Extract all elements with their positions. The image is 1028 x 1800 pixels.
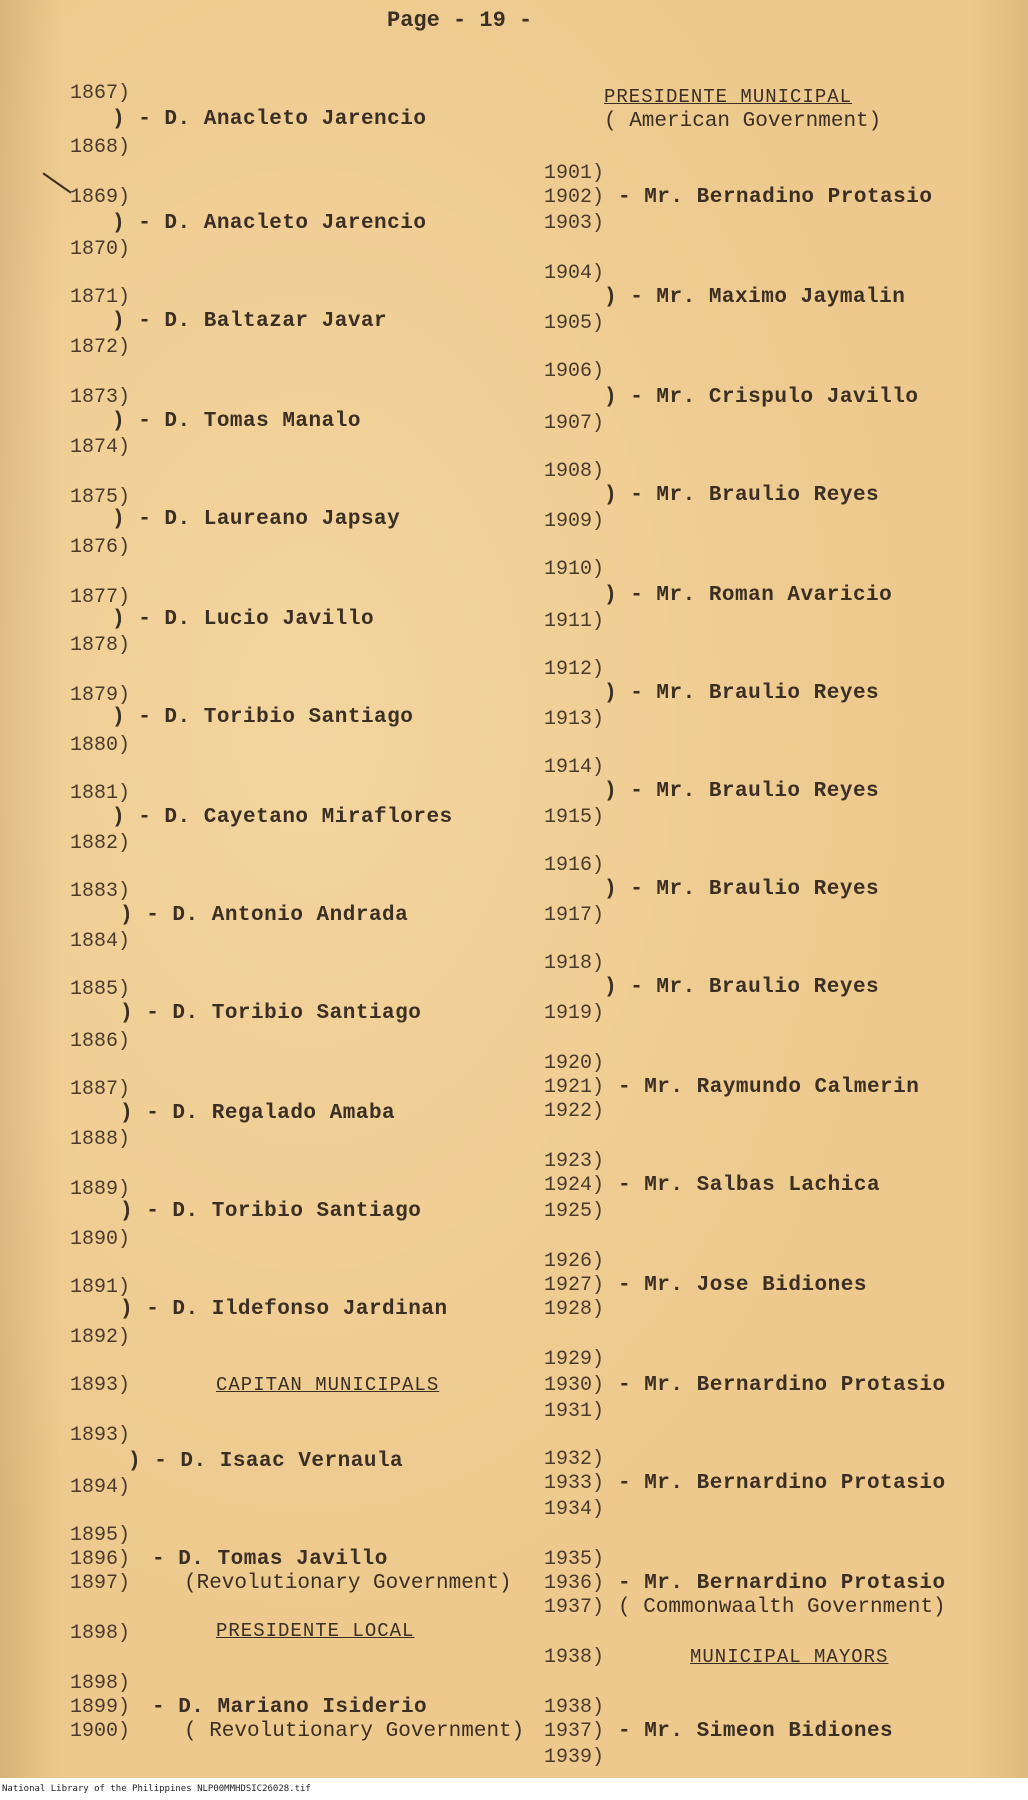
official-entry: - D. Tomas Javillo [152, 1548, 388, 1571]
year-line: 1933) [544, 1472, 605, 1495]
official-entry: - Mr. Salbas Lachica [618, 1174, 881, 1197]
year-start: 1877) [70, 586, 131, 609]
official-entry: - Mr. Raymundo Calmerin [618, 1076, 920, 1099]
year-start: 1906) [544, 360, 605, 383]
official-entry: - Mr. Bernardino Protasio [618, 1572, 946, 1595]
year-line: 1896) [70, 1548, 131, 1571]
year-line: 1935) [544, 1548, 605, 1571]
year-line: 1895) [70, 1524, 131, 1547]
year-line: 1903) [544, 212, 605, 235]
year-line: 1939) [544, 1746, 605, 1769]
year-line: 1937) [544, 1596, 605, 1619]
year-end: 1874) [70, 436, 131, 459]
year-start: 1910) [544, 558, 605, 581]
official-entry: ) - Mr. Maximo Jaymalin [604, 286, 906, 309]
year-start: 1891) [70, 1276, 131, 1299]
year-end: 1915) [544, 806, 605, 829]
year-line: 1899) [70, 1696, 131, 1719]
archive-footer: National Library of the Philippines NLP00MMHDSIC26028.tif [0, 1778, 1028, 1800]
year-start: 1871) [70, 286, 131, 309]
year-start: 1869) [70, 186, 131, 209]
year-end: 1911) [544, 610, 605, 633]
official-entry: ) - D. Ildefonso Jardinan [120, 1298, 448, 1321]
year-start: 1887) [70, 1078, 131, 1101]
year-line: 1927) [544, 1274, 605, 1297]
official-entry: ) - D. Toribio Santiago [120, 1002, 422, 1025]
year-line: 1898) [70, 1672, 131, 1695]
section-year: 1938) [544, 1646, 605, 1669]
year-end: 1872) [70, 336, 131, 359]
year-start: 1873) [70, 386, 131, 409]
year-line: 1901) [544, 162, 605, 185]
year-line: 1925) [544, 1200, 605, 1223]
year-end: 1868) [70, 136, 131, 159]
year-end: 1909) [544, 510, 605, 533]
year-start: 1904) [544, 262, 605, 285]
official-entry: ) - D. Isaac Vernaula [128, 1450, 404, 1473]
year-end: 1888) [70, 1128, 131, 1151]
year-line: 1929) [544, 1348, 605, 1371]
year-start: 1881) [70, 782, 131, 805]
government-note: (Revolutionary Government) [184, 1572, 512, 1595]
year-start: 1912) [544, 658, 605, 681]
official-entry: ) - D. Toribio Santiago [112, 706, 414, 729]
year-line: 1924) [544, 1174, 605, 1197]
year-line: 1930) [544, 1374, 605, 1397]
year-line: 1926) [544, 1250, 605, 1273]
official-entry: ) - D. Anacleto Jarencio [112, 108, 427, 131]
year-line: 1932) [544, 1448, 605, 1471]
year-end: 1905) [544, 312, 605, 335]
year-line: 1937) [544, 1720, 605, 1743]
official-entry: ) - Mr. Braulio Reyes [604, 682, 880, 705]
official-entry: ) - D. Laureano Japsay [112, 508, 401, 531]
official-entry: ) - Mr. Roman Avaricio [604, 584, 893, 607]
page-number: Page - 19 - [387, 8, 533, 33]
section-heading: CAPITAN MUNICIPALS [216, 1374, 440, 1396]
section-year: 1898) [70, 1622, 131, 1645]
year-line: 1923) [544, 1150, 605, 1173]
year-end: 1886) [70, 1030, 131, 1053]
year-line: 1928) [544, 1298, 605, 1321]
year-line: 1936) [544, 1572, 605, 1595]
official-entry: ) - Mr. Braulio Reyes [604, 780, 880, 803]
section-heading: PRESIDENTE MUNICIPAL [604, 86, 853, 108]
official-entry: ) - D. Regalado Amaba [120, 1102, 396, 1125]
year-end: 1919) [544, 1002, 605, 1025]
year-line: 1897) [70, 1572, 131, 1595]
official-entry: ) - D. Toribio Santiago [120, 1200, 422, 1223]
year-start: 1883) [70, 880, 131, 903]
official-entry: ) - D. Anacleto Jarencio [112, 212, 427, 235]
year-line: 1934) [544, 1498, 605, 1521]
official-entry: ) - Mr. Crispulo Javillo [604, 386, 919, 409]
year-start: 1916) [544, 854, 605, 877]
year-start: 1879) [70, 684, 131, 707]
section-year: 1893) [70, 1374, 131, 1397]
year-end: 1913) [544, 708, 605, 731]
year-start: 1889) [70, 1178, 131, 1201]
official-entry: ) - D. Cayetano Miraflores [112, 806, 453, 829]
year-line: 1920) [544, 1052, 605, 1075]
official-entry: - Mr. Bernadino Protasio [618, 186, 933, 209]
official-entry: - D. Mariano Isiderio [152, 1696, 428, 1719]
government-note: ( Revolutionary Government) [184, 1720, 525, 1743]
year-end: 1878) [70, 634, 131, 657]
year-start: 1918) [544, 952, 605, 975]
official-entry: - Mr. Jose Bidiones [618, 1274, 867, 1297]
year-end: 1882) [70, 832, 131, 855]
year-start: 1914) [544, 756, 605, 779]
section-heading: PRESIDENTE LOCAL [216, 1620, 415, 1642]
year-end: 1880) [70, 734, 131, 757]
year-start: 1908) [544, 460, 605, 483]
year-end: 1876) [70, 536, 131, 559]
year-start: 1885) [70, 978, 131, 1001]
official-entry: ) - D. Lucio Javillo [112, 608, 375, 631]
year-line: 1921) [544, 1076, 605, 1099]
year-end: 1917) [544, 904, 605, 927]
year-start: 1875) [70, 486, 131, 509]
year-line: 1938) [544, 1696, 605, 1719]
official-entry: ) - D. Antonio Andrada [120, 904, 409, 927]
year-start: 1893) [70, 1424, 131, 1447]
year-line: 1922) [544, 1100, 605, 1123]
year-line: 1900) [70, 1720, 131, 1743]
year-line: 1902) [544, 186, 605, 209]
official-entry: - Mr. Bernardino Protasio [618, 1472, 946, 1495]
year-end: 1870) [70, 238, 131, 261]
official-entry: - Mr. Bernardino Protasio [618, 1374, 946, 1397]
year-end: 1894) [70, 1476, 131, 1499]
official-entry: ) - Mr. Braulio Reyes [604, 878, 880, 901]
government-note: ( Commonwaalth Government) [618, 1596, 946, 1619]
year-start: 1867) [70, 82, 131, 105]
official-entry: ) - D. Tomas Manalo [112, 410, 361, 433]
year-end: 1884) [70, 930, 131, 953]
official-entry: ) - Mr. Braulio Reyes [604, 484, 880, 507]
official-entry: ) - Mr. Braulio Reyes [604, 976, 880, 999]
margin-check-mark [43, 172, 72, 193]
section-subheading: ( American Government) [604, 110, 882, 133]
year-end: 1890) [70, 1228, 131, 1251]
year-line: 1931) [544, 1400, 605, 1423]
year-end: 1907) [544, 412, 605, 435]
official-entry: - Mr. Simeon Bidiones [618, 1720, 894, 1743]
section-heading: MUNICIPAL MAYORS [690, 1646, 889, 1668]
year-end: 1892) [70, 1326, 131, 1349]
official-entry: ) - D. Baltazar Javar [112, 310, 388, 333]
